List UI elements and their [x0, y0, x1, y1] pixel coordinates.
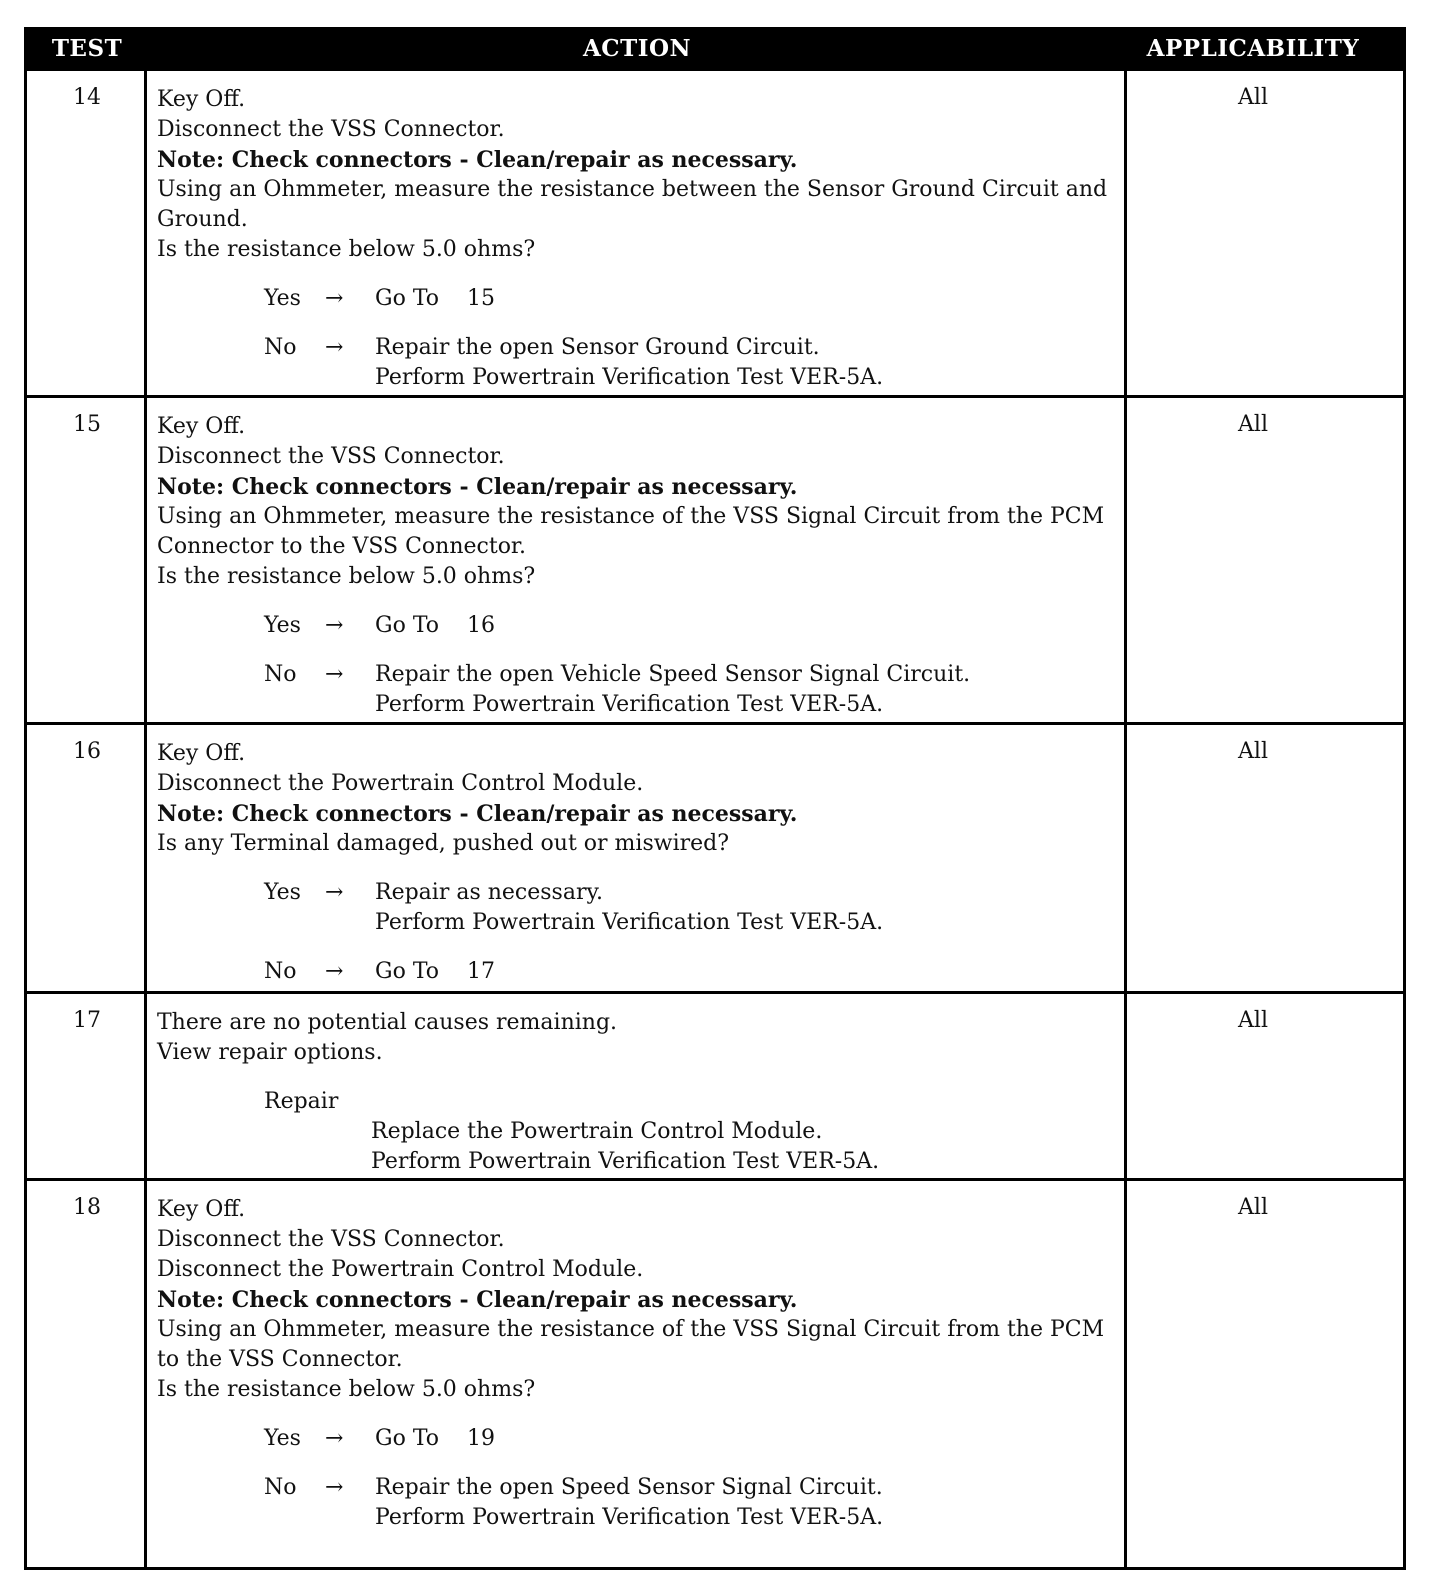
action-line: Is any Terminal damaged, pushed out or miswired? — [157, 831, 730, 856]
table-row — [27, 68, 1403, 398]
yes-option — [157, 284, 1127, 314]
yes-label: Yes — [264, 1426, 301, 1451]
result-line: Perform Powertrain Verification Test VER-5A. — [375, 1505, 884, 1530]
test-number: 15 — [73, 412, 101, 437]
action-line: Ground. — [157, 207, 248, 232]
arrow-icon: → — [325, 1475, 344, 1500]
goto-label: Go To — [375, 286, 440, 311]
action-line: Using an Ohmmeter, measure the resistance of the VSS Signal Circuit from the PCM — [157, 504, 1105, 529]
no-label: No — [264, 662, 297, 687]
diagnostic-table — [24, 27, 1406, 1570]
yes-option — [157, 1424, 1127, 1454]
yes-result — [375, 878, 883, 938]
no-result — [375, 660, 970, 720]
result-line: Perform Powertrain Verification Test VER-5A. — [375, 365, 884, 390]
action-line: Is the resistance below 5.0 ohms? — [157, 237, 536, 262]
action-line: Disconnect the Powertrain Control Module. — [157, 771, 644, 796]
goto-test-number: 15 — [467, 286, 495, 311]
no-option — [157, 660, 1127, 720]
applicability-value: All — [1238, 1008, 1268, 1033]
action-note: Note: Check connectors - Clean/repair as necessary. — [157, 1287, 798, 1313]
action-line: Connector to the VSS Connector. — [157, 534, 527, 559]
yes-label: Yes — [264, 613, 301, 638]
arrow-icon: → — [325, 959, 344, 984]
action-line: to the VSS Connector. — [157, 1347, 403, 1372]
arrow-icon: → — [325, 662, 344, 687]
no-result — [375, 333, 883, 393]
action-note: Note: Check connectors - Clean/repair as necessary. — [157, 474, 798, 500]
action-cell — [157, 412, 1127, 720]
test-number: 14 — [73, 85, 101, 110]
action-note: Note: Check connectors - Clean/repair as necessary. — [157, 801, 798, 827]
goto-test-number: 16 — [467, 613, 495, 638]
no-option — [157, 1473, 1127, 1533]
test-number: 16 — [73, 739, 101, 764]
action-line: Is the resistance below 5.0 ohms? — [157, 564, 536, 589]
result-line: Perform Powertrain Verification Test VER-5A. — [371, 1149, 880, 1174]
action-cell — [157, 1008, 1127, 1177]
arrow-icon: → — [325, 286, 344, 311]
action-line: There are no potential causes remaining. — [157, 1010, 618, 1035]
result-line: Repair the open Vehicle Speed Sensor Signal Circuit. — [375, 662, 971, 687]
result-line: Replace the Powertrain Control Module. — [371, 1119, 823, 1144]
action-line: Using an Ohmmeter, measure the resistance of the VSS Signal Circuit from the PCM — [157, 1317, 1105, 1342]
no-option — [157, 957, 1127, 987]
table-row — [27, 722, 1403, 994]
table-header — [27, 30, 1403, 68]
result-line: Perform Powertrain Verification Test VER-5A. — [375, 692, 884, 717]
action-line: Is the resistance below 5.0 ohms? — [157, 1377, 536, 1402]
result-line: Perform Powertrain Verification Test VER-5A. — [375, 910, 884, 935]
action-line: View repair options. — [157, 1040, 383, 1065]
action-cell — [157, 85, 1127, 393]
action-line: Key Off. — [157, 741, 246, 766]
action-line: Key Off. — [157, 87, 246, 112]
header-test: TEST — [51, 35, 123, 62]
header-action: ACTION — [582, 35, 692, 62]
goto-label: Go To — [375, 1426, 440, 1451]
table-row — [27, 991, 1403, 1181]
applicability-value: All — [1238, 85, 1268, 110]
goto-test-number: 19 — [467, 1426, 495, 1451]
no-result — [375, 1473, 883, 1533]
action-line: Disconnect the Powertrain Control Module. — [157, 1257, 644, 1282]
yes-label: Yes — [264, 286, 301, 311]
action-line: Key Off. — [157, 414, 246, 439]
applicability-value: All — [1238, 739, 1268, 764]
result-line: Repair the open Sensor Ground Circuit. — [375, 335, 820, 360]
repair-option — [157, 1087, 1127, 1177]
test-number: 18 — [73, 1195, 101, 1220]
goto-test-number: 17 — [467, 959, 495, 984]
applicability-value: All — [1238, 412, 1268, 437]
action-line: Using an Ohmmeter, measure the resistance between the Sensor Ground Circuit and — [157, 177, 1108, 202]
test-number: 17 — [73, 1008, 101, 1033]
no-label: No — [264, 959, 297, 984]
header-applicability: APPLICABILITY — [1146, 35, 1360, 62]
action-cell — [157, 739, 1127, 987]
no-option — [157, 333, 1127, 393]
result-line: Repair as necessary. — [375, 880, 603, 905]
action-line: Key Off. — [157, 1197, 246, 1222]
action-line: Disconnect the VSS Connector. — [157, 1227, 505, 1252]
action-line: Disconnect the VSS Connector. — [157, 117, 505, 142]
repair-label: Repair — [264, 1089, 339, 1114]
action-cell — [157, 1195, 1127, 1533]
arrow-icon: → — [325, 335, 344, 360]
applicability-value: All — [1238, 1195, 1268, 1220]
no-label: No — [264, 1475, 297, 1500]
arrow-icon: → — [325, 880, 344, 905]
table-row — [27, 1178, 1403, 1567]
yes-option — [157, 611, 1127, 641]
result-line: Repair the open Speed Sensor Signal Circuit. — [375, 1475, 883, 1500]
goto-label: Go To — [375, 959, 440, 984]
action-line: Disconnect the VSS Connector. — [157, 444, 505, 469]
table-row — [27, 395, 1403, 725]
arrow-icon: → — [325, 613, 344, 638]
arrow-icon: → — [325, 1426, 344, 1451]
yes-label: Yes — [264, 880, 301, 905]
yes-option — [157, 878, 1127, 938]
no-label: No — [264, 335, 297, 360]
repair-result — [371, 1117, 879, 1177]
action-note: Note: Check connectors - Clean/repair as necessary. — [157, 147, 798, 173]
goto-label: Go To — [375, 613, 440, 638]
